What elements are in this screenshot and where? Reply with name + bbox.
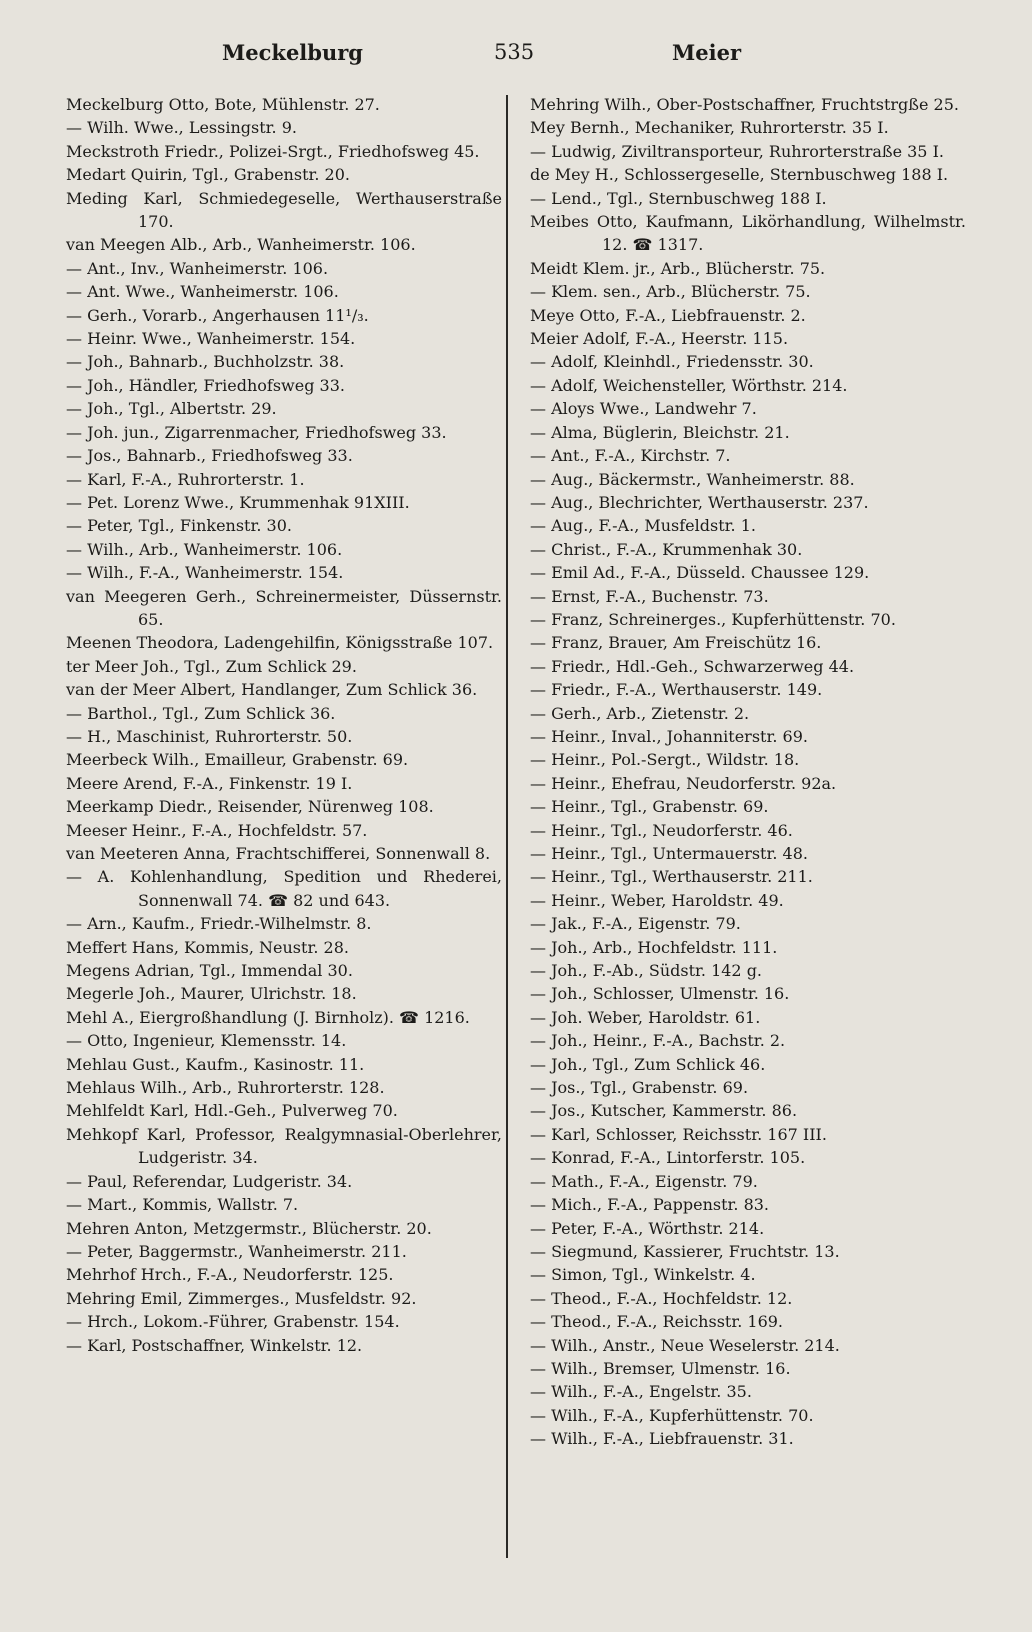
- directory-entry: — Wilh., F.-A., Engelstr. 35.: [530, 1382, 752, 1402]
- directory-entry: Meier Adolf, F.-A., Heerstr. 115.: [530, 329, 789, 349]
- directory-entry: — Gerh., Vorarb., Angerhausen 11¹/₃.: [66, 305, 369, 325]
- directory-entry: — Friedr., F.-A., Werthauserstr. 149.: [530, 680, 823, 700]
- directory-entry: de Mey H., Schlossergeselle, Sternbuschweg 188 I.: [530, 165, 949, 185]
- directory-entry: — Ludwig, Ziviltransporteur, Ruhrorterstraße 35 I.: [530, 141, 944, 161]
- page-number: 535: [494, 40, 535, 64]
- directory-entry: — Peter, F.-A., Wörthstr. 214.: [530, 1218, 765, 1238]
- directory-entry: — Joh., Händler, Friedhofsweg 33.: [66, 375, 345, 395]
- header-left-keyword: Meckelburg: [222, 40, 363, 65]
- directory-entry: — Alma, Büglerin, Bleichstr. 21.: [530, 422, 790, 442]
- directory-entry: — Joh., Tgl., Zum Schlick 46.: [530, 1054, 766, 1074]
- directory-entry: — Theod., F.-A., Hochfeldstr. 12.: [530, 1288, 793, 1308]
- directory-entry: — Pet. Lorenz Wwe., Krummenhak 91XIII.: [66, 492, 410, 512]
- directory-entry: — Peter, Baggermstr., Wanheimerstr. 211.: [66, 1241, 407, 1261]
- directory-entry: — Ant., Inv., Wanheimerstr. 106.: [66, 258, 329, 278]
- directory-entry: — Adolf, Weichensteller, Wörthstr. 214.: [530, 375, 848, 395]
- directory-entry: — Aug., Bäckermstr., Wanheimerstr. 88.: [530, 469, 855, 489]
- directory-entry: — Aug., Blechrichter, Werthauserstr. 237.: [530, 492, 869, 512]
- directory-entry: — H., Maschinist, Ruhrorterstr. 50.: [66, 726, 353, 746]
- directory-entry: ter Meer Joh., Tgl., Zum Schlick 29.: [66, 656, 357, 676]
- directory-entry: van Meegen Alb., Arb., Wanheimerstr. 106.: [66, 235, 416, 255]
- directory-entry: — Wilh., F.-A., Kupferhüttenstr. 70.: [530, 1405, 814, 1425]
- directory-entry: — Arn., Kaufm., Friedr.-Wilhelmstr. 8.: [66, 914, 372, 934]
- directory-entry: Mehring Emil, Zimmerges., Musfeldstr. 92.: [66, 1288, 417, 1308]
- directory-entry: — Joh., Arb., Hochfeldstr. 111.: [530, 937, 778, 957]
- directory-entry: — Joh. jun., Zigarrenmacher, Friedhofsweg 33.: [66, 422, 447, 442]
- directory-entry: — Heinr., Tgl., Grabenstr. 69.: [530, 797, 769, 817]
- directory-entry: — Ant., F.-A., Kirchstr. 7.: [530, 446, 731, 466]
- directory-entry: — Wilh., Anstr., Neue Weselerstr. 214.: [530, 1335, 840, 1355]
- directory-entry: Meye Otto, F.-A., Liebfrauenstr. 2.: [530, 305, 806, 325]
- directory-entry: — Heinr., Tgl., Neudorferstr. 46.: [530, 820, 793, 840]
- directory-entry: — Math., F.-A., Eigenstr. 79.: [530, 1171, 758, 1191]
- directory-entry: Meibes Otto, Kaufmann, Likörhandlung, Wilhelmstr. 12. ☎ 1317.: [530, 212, 966, 255]
- directory-entry: — Jak., F.-A., Eigenstr. 79.: [530, 914, 741, 934]
- directory-entry: — Jos., Kutscher, Kammerstr. 86.: [530, 1101, 798, 1121]
- directory-entry: Meeser Heinr., F.-A., Hochfeldstr. 57.: [66, 820, 368, 840]
- directory-entry: — Ernst, F.-A., Buchenstr. 73.: [530, 586, 769, 606]
- directory-entry: Meckstroth Friedr., Polizei-Srgt., Friedhofsweg 45.: [66, 141, 480, 161]
- directory-entry: Meenen Theodora, Ladengehilfin, Königsstraße 107.: [66, 633, 494, 653]
- page-header: [0, 40, 1032, 76]
- directory-entry: — A. Kohlenhandlung, Spedition und Rhederei, Sonnenwall 74. ☎ 82 und 643.: [66, 867, 502, 910]
- directory-entry: — Franz, Schreinerges., Kupferhüttenstr. 70.: [530, 609, 896, 629]
- directory-entry: — Hrch., Lokom.-Führer, Grabenstr. 154.: [66, 1312, 400, 1332]
- directory-entry: — Wilh., F.-A., Liebfrauenstr. 31.: [530, 1429, 794, 1449]
- directory-entry: Mehlau Gust., Kaufm., Kasinostr. 11.: [66, 1054, 365, 1074]
- directory-entry: Meidt Klem. jr., Arb., Blücherstr. 75.: [530, 258, 826, 278]
- directory-entry: — Mich., F.-A., Pappenstr. 83.: [530, 1195, 770, 1215]
- directory-entry: — Theod., F.-A., Reichsstr. 169.: [530, 1312, 784, 1332]
- directory-entry: — Joh., Tgl., Albertstr. 29.: [66, 399, 277, 419]
- directory-entry: van Meegeren Gerh., Schreinermeister, Düssernstr. 65.: [66, 586, 502, 629]
- directory-entry: — Joh., Heinr., F.-A., Bachstr. 2.: [530, 1031, 786, 1051]
- directory-entry: Mehrhof Hrch., F.-A., Neudorferstr. 125.: [66, 1265, 394, 1285]
- directory-entry: — Heinr., Tgl., Werthauserstr. 211.: [530, 867, 813, 887]
- directory-entry: — Joh., F.-Ab., Südstr. 142 g.: [530, 961, 763, 981]
- directory-entry: Mehkopf Karl, Professor, Realgymnasial-Oberlehrer, Ludgeristr. 34.: [66, 1124, 502, 1168]
- directory-entry: Meere Arend, F.-A., Finkenstr. 19 I.: [66, 773, 353, 793]
- directory-entry: Meerbeck Wilh., Emailleur, Grabenstr. 69.: [66, 750, 409, 770]
- directory-entry: — Wilh., F.-A., Wanheimerstr. 154.: [66, 563, 344, 583]
- directory-entry: — Wilh. Wwe., Lessingstr. 9.: [66, 118, 297, 138]
- directory-entry: Mehren Anton, Metzgermstr., Blücherstr. 20.: [66, 1218, 432, 1238]
- directory-entry: Mehring Wilh., Ober-Postschaffner, Fruchtstrgße 25.: [530, 95, 959, 114]
- directory-entry: — Christ., F.-A., Krummenhak 30.: [530, 539, 803, 559]
- directory-entry: — Heinr. Wwe., Wanheimerstr. 154.: [66, 329, 356, 349]
- directory-entry: — Paul, Referendar, Ludgeristr. 34.: [66, 1171, 353, 1191]
- directory-entry: Meckelburg Otto, Bote, Mühlenstr. 27.: [66, 95, 380, 114]
- directory-entry: — Barthol., Tgl., Zum Schlick 36.: [66, 703, 336, 723]
- directory-entry: — Heinr., Inval., Johanniterstr. 69.: [530, 726, 808, 746]
- directory-entry: Meffert Hans, Kommis, Neustr. 28.: [66, 937, 349, 957]
- directory-entry: — Ant. Wwe., Wanheimerstr. 106.: [66, 282, 339, 302]
- directory-entry: — Franz, Brauer, Am Freischütz 16.: [530, 633, 822, 653]
- directory-entry: — Aloys Wwe., Landwehr 7.: [530, 399, 757, 419]
- directory-entry: — Heinr., Ehefrau, Neudorferstr. 92a.: [530, 773, 837, 793]
- header-right-keyword: Meier: [672, 40, 742, 65]
- directory-entry: — Gerh., Arb., Zietenstr. 2.: [530, 703, 750, 723]
- directory-entry: — Lend., Tgl., Sternbuschweg 188 I.: [530, 188, 827, 208]
- directory-entry: — Otto, Ingenieur, Klemensstr. 14.: [66, 1031, 347, 1051]
- directory-entry: — Emil Ad., F.-A., Düsseld. Chaussee 129.: [530, 563, 870, 583]
- directory-entry: Medart Quirin, Tgl., Grabenstr. 20.: [66, 165, 350, 185]
- directory-entry: Megens Adrian, Tgl., Immendal 30.: [66, 961, 353, 981]
- directory-entry: — Aug., F.-A., Musfeldstr. 1.: [530, 516, 756, 536]
- directory-entry: — Klem. sen., Arb., Blücherstr. 75.: [530, 282, 811, 302]
- directory-entry: Mehlaus Wilh., Arb., Ruhrorterstr. 128.: [66, 1078, 385, 1098]
- directory-entry: — Wilh., Bremser, Ulmenstr. 16.: [530, 1358, 791, 1378]
- directory-entry: — Simon, Tgl., Winkelstr. 4.: [530, 1265, 756, 1285]
- directory-entry: — Karl, F.-A., Ruhrorterstr. 1.: [66, 469, 305, 489]
- directory-entry: — Karl, Schlosser, Reichsstr. 167 III.: [530, 1124, 827, 1144]
- directory-entry: — Karl, Postschaffner, Winkelstr. 12.: [66, 1335, 363, 1355]
- directory-entry: — Joh., Schlosser, Ulmenstr. 16.: [530, 984, 790, 1004]
- directory-entry: — Heinr., Tgl., Untermauerstr. 48.: [530, 844, 808, 863]
- directory-entry: Mehlfeldt Karl, Hdl.-Geh., Pulverweg 70.: [66, 1101, 398, 1121]
- directory-entry: — Jos., Tgl., Grabenstr. 69.: [530, 1078, 749, 1098]
- directory-entry: — Joh. Weber, Haroldstr. 61.: [530, 1007, 761, 1027]
- directory-entry: — Heinr., Pol.-Sergt., Wildstr. 18.: [530, 750, 800, 770]
- directory-entry: van der Meer Albert, Handlanger, Zum Schlick 36.: [66, 680, 478, 700]
- right-column: [530, 93, 966, 1451]
- directory-entry: — Wilh., Arb., Wanheimerstr. 106.: [66, 539, 343, 559]
- directory-entry: Mey Bernh., Mechaniker, Ruhrorterstr. 35 I.: [530, 118, 889, 138]
- directory-entry: — Mart., Kommis, Wallstr. 7.: [66, 1195, 299, 1215]
- directory-entry: — Joh., Bahnarb., Buchholzstr. 38.: [66, 352, 345, 372]
- directory-entry: Mehl A., Eiergroßhandlung (J. Birnholz). ☎ 1216.: [66, 1007, 470, 1027]
- directory-entry: Megerle Joh., Maurer, Ulrichstr. 18.: [66, 984, 357, 1004]
- directory-entry: — Peter, Tgl., Finkenstr. 30.: [66, 516, 292, 536]
- directory-entry: — Friedr., Hdl.-Geh., Schwarzerweg 44.: [530, 656, 855, 676]
- column-divider: [506, 95, 508, 1558]
- directory-entry: — Siegmund, Kassierer, Fruchtstr. 13.: [530, 1241, 840, 1261]
- directory-entry: Meding Karl, Schmiedegeselle, Werthauserstraße 170.: [66, 188, 502, 232]
- directory-entry: — Heinr., Weber, Haroldstr. 49.: [530, 890, 784, 910]
- left-column: [66, 93, 502, 1357]
- directory-entry: — Konrad, F.-A., Lintorferstr. 105.: [530, 1148, 806, 1168]
- directory-entry: — Jos., Bahnarb., Friedhofsweg 33.: [66, 446, 353, 466]
- directory-entry: van Meeteren Anna, Frachtschifferei, Sonnenwall 8.: [66, 844, 491, 863]
- directory-entry: — Adolf, Kleinhdl., Friedensstr. 30.: [530, 352, 814, 372]
- directory-entry: Meerkamp Diedr., Reisender, Nürenweg 108.: [66, 797, 434, 817]
